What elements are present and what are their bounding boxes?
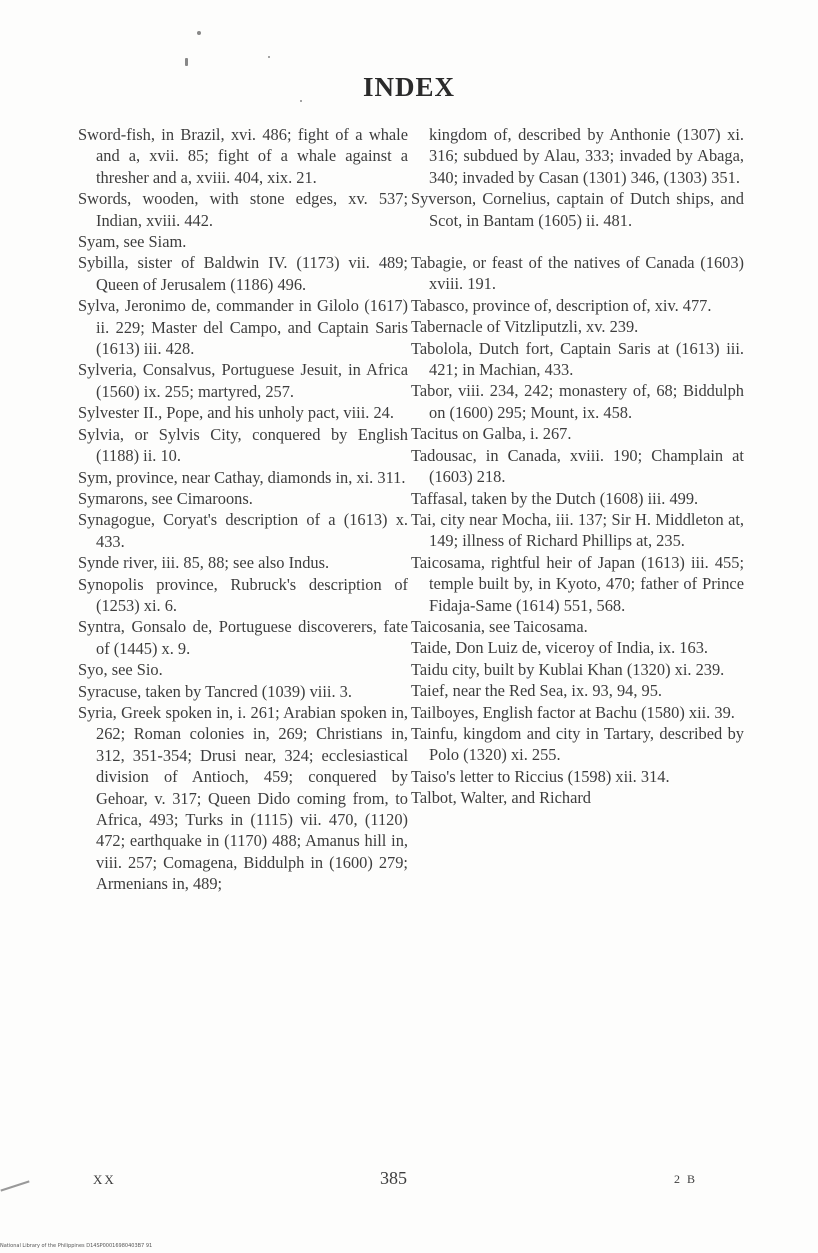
index-entry: Synagogue, Coryat's description of a (1613) x. 433.: [78, 510, 408, 551]
page-speck: [268, 56, 270, 58]
index-entry: Tai, city near Mocha, iii. 137; Sir H. Middleton at, 149; illness of Richard Phillips at, 235.: [411, 509, 744, 551]
index-entry: Tabernacle of Vitzliputzli, xv. 239.: [411, 317, 639, 337]
index-entry: Tabagie, or feast of the natives of Canada (1603) xviii. 191.: [411, 253, 744, 294]
index-entry: Taicosama, rightful heir of Japan (1613) iii. 455; temple built by, in Kyoto, 470; father of Prince Fidaja-Same (1614) 551, 568.: [411, 552, 744, 615]
section-gap: [411, 231, 744, 252]
sheet-mark: 2 B: [674, 1172, 698, 1186]
index-column-right: [411, 124, 744, 809]
page-title: INDEX: [362, 72, 455, 102]
index-entry: Sylvester II., Pope, and his unholy pact, viii. 24.: [78, 403, 394, 423]
signature-mark: XX: [93, 1172, 116, 1187]
index-entry: Syracuse, taken by Tancred (1039) viii. 3.: [78, 681, 352, 701]
index-entry: Taiso's letter to Riccius (1598) xii. 314.: [411, 766, 670, 786]
index-entry: Swords, wooden, with stone edges, xv. 537; Indian, xviii. 442.: [78, 189, 408, 230]
index-entry: Syria, Greek spoken in, i. 261; Arabian spoken in, 262; Roman colonies in, 269; Christians in, 312, 351-354; Drusi near, 324; ecclesiastical division of Antioch, 459; conquered by Gehoar, v. 317; Queen Dido coming from, to Africa, 493; Turks in (1115) vii. 470, (1120) 472; earthquake in (1170) 488; Amanus hill in, viii. 257; Comagena, Biddulph in (1600) 279; Armenians in, 489;: [78, 702, 408, 894]
index-entry: Taief, near the Red Sea, ix. 93, 94, 95.: [411, 681, 663, 701]
index-entry: Taide, Don Luiz de, viceroy of India, ix. 163.: [411, 638, 708, 658]
index-entry: Synde river, iii. 85, 88; see also Indus.: [78, 553, 330, 573]
index-entry: Taicosania, see Taicosama.: [411, 616, 588, 636]
index-entry: Tacitus on Galba, i. 267.: [411, 424, 572, 444]
index-entry: Tabor, viii. 234, 242; monastery of, 68; Biddulph on (1600) 295; Mount, ix. 458.: [411, 381, 744, 422]
index-entry: Talbot, Walter, and Richard: [411, 788, 591, 808]
scan-colophon: National Library of the Philippines D14SP00016980403B7 91: [0, 1243, 153, 1249]
index-entry: Syam, see Siam.: [78, 232, 187, 252]
index-column-left: [78, 124, 408, 895]
index-entry: Sylva, Jeronimo de, commander in Gilolo (1617) ii. 229; Master del Campo, and Captain Saris (1613) iii. 428.: [78, 296, 408, 359]
index-entry: Sylveria, Consalvus, Portuguese Jesuit, in Africa (1560) ix. 255; martyred, 257.: [78, 360, 408, 401]
index-entry: Synopolis province, Rubruck's description of (1253) xi. 6.: [78, 574, 408, 615]
index-entry: Symarons, see Cimaroons.: [78, 488, 253, 508]
index-entry: Syverson, Cornelius, captain of Dutch ships, and Scot, in Bantam (1605) ii. 481.: [411, 189, 744, 230]
index-entry: Sword-fish, in Brazil, xvi. 486; fight of a whale and a, xvii. 85; fight of a whale against a thresher and a, xviii. 404, xix. 21.: [78, 125, 408, 187]
index-entry: Taffasal, taken by the Dutch (1608) iii. 499.: [411, 488, 699, 508]
index-entry: Sylvia, or Sylvis City, conquered by English (1188) ii. 10.: [78, 424, 408, 466]
index-entry: Tabasco, province of, description of, xiv. 477.: [411, 295, 712, 315]
index-entry: Tailboyes, English factor at Bachu (1580) xii. 39.: [411, 702, 735, 722]
index-entry: Sybilla, sister of Baldwin IV. (1173) vii. 489; Queen of Jerusalem (1186) 496.: [78, 253, 408, 294]
index-entry: Sym, province, near Cathay, diamonds in, xi. 311.: [78, 467, 406, 487]
page-edge-mark: [0, 1180, 29, 1191]
index-entry: Tainfu, kingdom and city in Tartary, described by Polo (1320) xi. 255.: [411, 723, 744, 765]
index-entry: Taidu city, built by Kublai Khan (1320) xi. 239.: [411, 659, 725, 679]
index-entry: Tadousac, in Canada, xviii. 190; Champlain at (1603) 218.: [411, 445, 744, 487]
index-entry: Syo, see Sio.: [78, 660, 163, 680]
index-entry-continuation: kingdom of, described by Anthonie (1307) xi. 316; subdued by Alau, 333; invaded by Abaga, 340; invaded by Casan (1301) 346, (1303) 351.: [429, 125, 744, 187]
page-speck: [197, 31, 201, 35]
page-speck: [185, 58, 188, 66]
index-entry: Tabolola, Dutch fort, Captain Saris at (1613) iii. 421; in Machian, 433.: [411, 338, 744, 380]
page-number: 385: [380, 1168, 407, 1188]
index-entry: Syntra, Gonsalo de, Portuguese discoverers, fate of (1445) x. 9.: [78, 617, 408, 658]
